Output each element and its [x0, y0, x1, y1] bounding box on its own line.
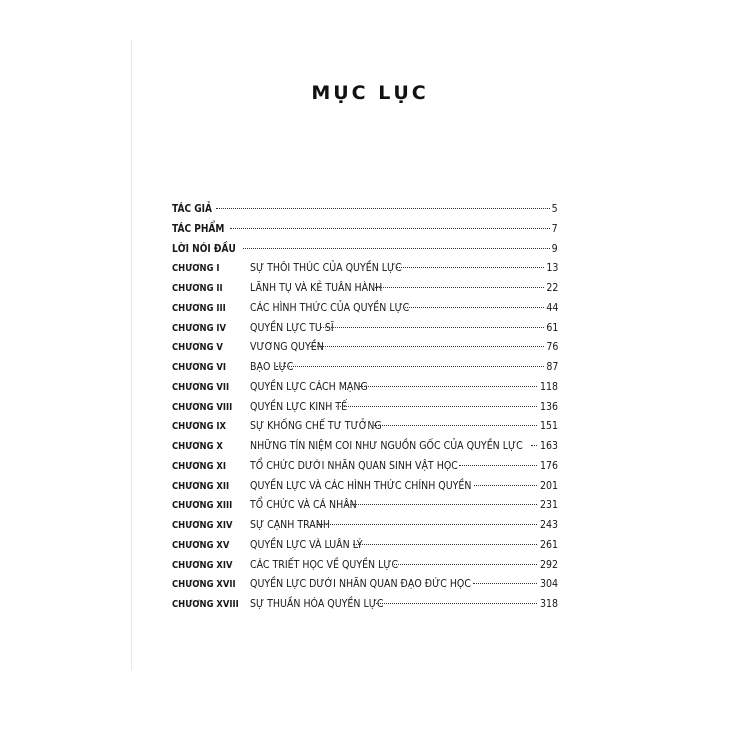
toc-entry-label: TÁC PHẨM — [172, 222, 225, 235]
toc-page-number: 87 — [545, 361, 558, 373]
chapter-number: CHƯƠNG XIV — [172, 520, 233, 531]
toc-chapter-row — [172, 437, 558, 457]
chapter-title: SỰ THUẦN HÓA QUYỀN LỰC — [250, 598, 384, 610]
dot-leader — [473, 582, 537, 584]
toc-page-number: 22 — [545, 282, 558, 294]
toc-chapter-row — [172, 496, 558, 516]
chapter-title: TỔ CHỨC DƯỚI NHÃN QUAN SINH VẬT HỌC — [250, 459, 458, 472]
dot-leader — [336, 405, 537, 407]
chapter-number: CHƯƠNG VII — [172, 381, 230, 393]
chapter-number: CHƯƠNG I — [172, 263, 220, 275]
toc-chapter-row — [172, 398, 558, 418]
dot-leader — [376, 602, 537, 604]
toc-chapter-row — [172, 378, 558, 398]
toc-page-number: 5 — [551, 203, 558, 215]
toc-page-number: 292 — [539, 558, 558, 571]
dot-leader — [243, 247, 550, 249]
toc-page-number: 44 — [545, 301, 558, 314]
chapter-number: CHƯƠNG X — [172, 441, 223, 452]
toc-chapter-row — [172, 575, 558, 595]
chapter-number: CHƯƠNG V — [172, 342, 223, 354]
chapter-number: CHƯƠNG XI — [172, 460, 227, 472]
toc-chapter-row — [172, 536, 558, 556]
chapter-title: QUYỀN LỰC CÁCH MẠNG — [250, 380, 368, 393]
chapter-title: QUYỀN LỰC DƯỚI NHÃN QUAN ĐẠO ĐỨC HỌC — [250, 578, 471, 591]
dot-leader — [396, 266, 543, 268]
chapter-title: SỰ KHỐNG CHẾ TƯ TƯỞNG — [250, 420, 382, 433]
dot-leader — [474, 484, 537, 486]
chapter-title: QUYỀN LỰC TU SĨ — [250, 321, 334, 334]
chapter-title: SỰ CẠNH TRANH — [250, 519, 330, 531]
toc-chapter-row — [172, 516, 558, 536]
dot-leader — [405, 306, 544, 308]
chapter-title: SỰ THÔI THÚC CỦA QUYỀN LỰC — [250, 262, 402, 275]
page-fold-line — [131, 40, 132, 670]
toc-page-number: 151 — [539, 420, 558, 433]
toc-page-number: 261 — [539, 538, 558, 551]
toc-page-number: 7 — [551, 222, 558, 235]
toc-page-number: 9 — [551, 242, 558, 255]
page-title: MỤC LỤC — [311, 82, 429, 104]
toc-entry-work — [172, 220, 558, 240]
toc-page-number: 318 — [539, 598, 558, 610]
toc-chapter-row — [172, 457, 558, 477]
dot-leader — [346, 503, 537, 505]
toc-page-number: 163 — [539, 440, 558, 452]
chapter-number: CHƯƠNG VI — [172, 362, 227, 373]
toc-chapter-row — [172, 299, 558, 319]
toc-entry-preface — [172, 240, 558, 260]
chapter-number: CHƯƠNG XV — [172, 539, 230, 551]
dot-leader — [375, 286, 544, 288]
toc-page-number: 61 — [545, 321, 558, 334]
toc-chapter-row — [172, 477, 558, 497]
dot-leader — [459, 464, 537, 466]
chapter-number: CHƯƠNG IX — [172, 421, 227, 433]
toc-page-number: 176 — [539, 459, 558, 472]
chapter-title: LÃNH TỤ VÀ KẺ TUÂN HÀNH — [250, 282, 383, 294]
chapter-title: CÁC TRIẾT HỌC VỀ QUYỀN LỰC — [250, 558, 399, 571]
chapter-title: QUYỀN LỰC VÀ CÁC HÌNH THỨC CHÍNH QUYỀN — [250, 479, 472, 492]
chapter-number: CHƯƠNG XIV — [172, 559, 233, 571]
toc-entry-label: TÁC GIẢ — [172, 203, 212, 215]
toc-page-number: 76 — [545, 341, 558, 354]
chapter-number: CHƯƠNG XVII — [172, 579, 236, 591]
chapter-title: CÁC HÌNH THỨC CỦA QUYỀN LỰC — [250, 301, 410, 314]
toc-page-number: 118 — [539, 380, 558, 393]
dot-leader — [531, 444, 537, 446]
chapter-number: CHƯƠNG VIII — [172, 401, 233, 413]
chapter-title: BẠO LỰC — [250, 361, 294, 373]
chapter-number: CHƯƠNG III — [172, 302, 226, 314]
chapter-number: CHƯƠNG IV — [172, 322, 227, 334]
toc-page-number: 231 — [539, 499, 558, 512]
dot-leader — [216, 207, 551, 209]
dot-leader — [230, 227, 550, 229]
chapter-title: TỔ CHỨC VÀ CÁ NHÂN — [250, 499, 357, 512]
dot-leader — [353, 543, 537, 545]
table-of-contents — [172, 200, 558, 615]
chapter-title: QUYỀN LỰC VÀ LUÂN LÝ — [250, 538, 363, 551]
dot-leader — [392, 563, 537, 565]
dot-leader — [317, 523, 537, 525]
toc-entry-label: LỜI NÓI ĐẦU — [172, 242, 236, 255]
dot-leader — [310, 345, 544, 347]
toc-entry-author — [172, 200, 558, 220]
dot-leader — [374, 424, 537, 426]
chapter-number: CHƯƠNG XII — [172, 480, 230, 492]
chapter-title: QUYỀN LỰC KINH TẾ — [250, 400, 348, 413]
chapter-number: CHƯƠNG XIII — [172, 500, 233, 512]
dot-leader — [276, 365, 544, 367]
chapter-number: CHƯƠNG II — [172, 283, 223, 294]
toc-page-number: 201 — [539, 479, 558, 492]
chapter-title: NHỮNG TÍN NIỆM COI NHƯ NGUỒN GỐC CỦA QUYỀN LỰC — [250, 440, 523, 452]
toc-chapter-row — [172, 358, 558, 378]
toc-chapter-row — [172, 319, 558, 339]
dot-leader — [359, 385, 537, 387]
chapter-title: VƯƠNG QUYỀN — [250, 341, 324, 354]
toc-chapter-row — [172, 259, 558, 279]
toc-page-number: 243 — [539, 519, 558, 531]
toc-page-number: 136 — [539, 400, 558, 413]
toc-page-number: 13 — [545, 262, 558, 275]
toc-chapter-row — [172, 556, 558, 576]
toc-chapter-row — [172, 417, 558, 437]
chapter-number: CHƯƠNG XVIII — [172, 599, 239, 610]
dot-leader — [321, 326, 544, 328]
toc-chapter-row — [172, 595, 558, 615]
toc-chapter-row — [172, 279, 558, 299]
toc-page-number: 304 — [539, 578, 558, 591]
toc-chapter-row — [172, 338, 558, 358]
